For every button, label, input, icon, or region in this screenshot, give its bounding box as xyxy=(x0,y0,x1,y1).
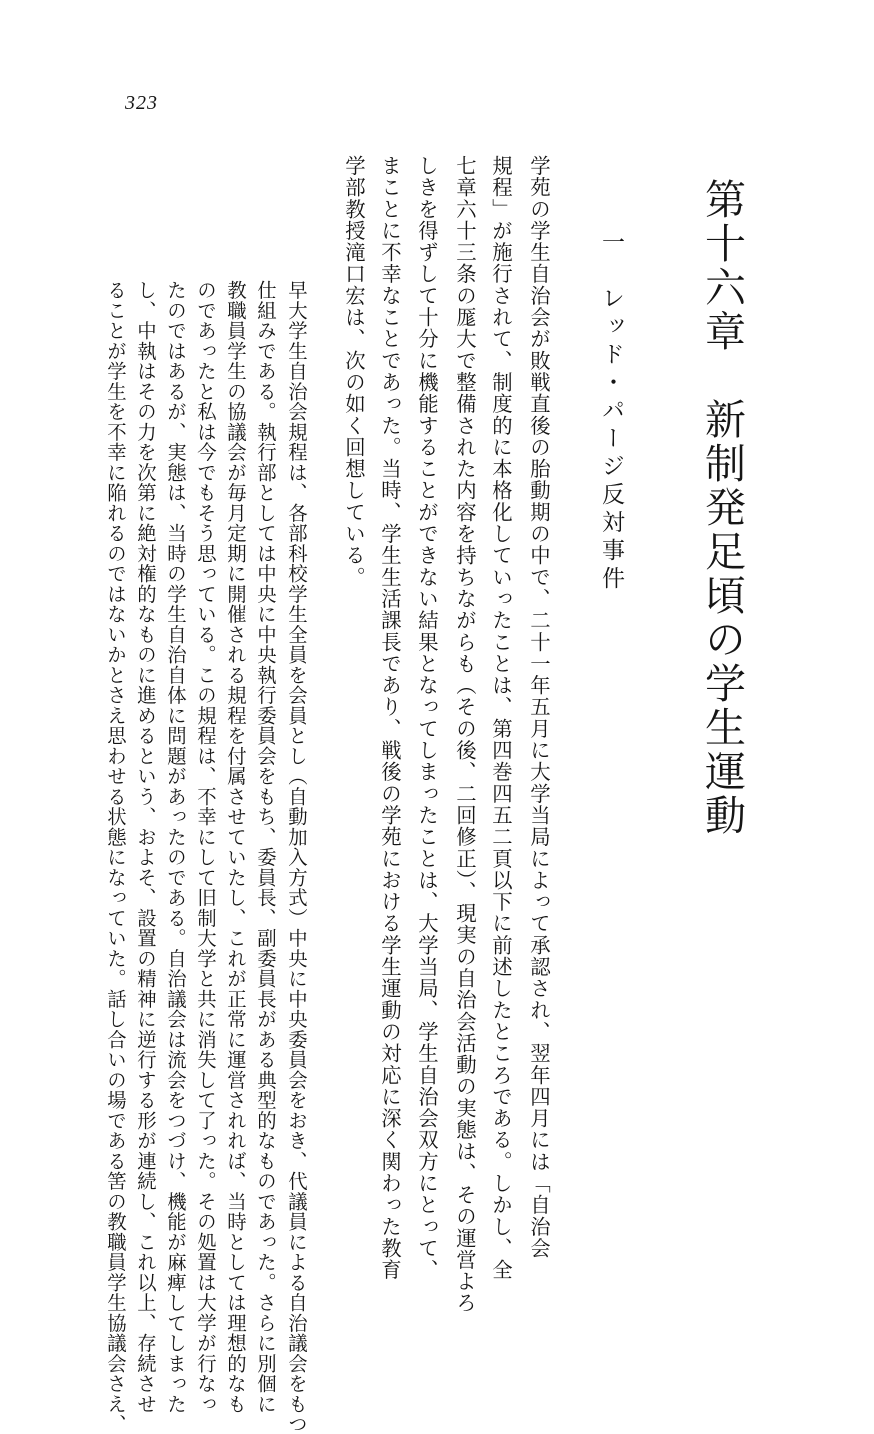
quote-line: 仕組みである。執行部としては中央に中央執行委員会をもち、委員長、副委員長がある典型的なものであった。さらに別個に xyxy=(254,280,277,1414)
quote-line: 教職員学生の協議会が毎月定期に開催される規程を付属させていたし、これが正常に運営されれば、当時としては理想的なも xyxy=(224,280,247,1414)
quote-line: ることが学生を不幸に陥れるのではないかとさえ思わせる状態になっていた。話し合いの場である筈の教職員学生協議会さえ、 xyxy=(104,280,127,1434)
quote-line: 早大学生自治会規程は、各部科校学生全員を会員とし（自動加入方式）中央に中央委員会をおき、代議員による自治議会をもつ xyxy=(285,280,308,1434)
text-line: しきを得ずして十分に機能することができない結果となってしまったことは、大学当局、学生自治会双方にとって、 xyxy=(415,155,439,1281)
text-line: 学苑の学生自治会が敗戦直後の胎動期の中で、二十一年五月に大学当局によって承認され、翌年四月には「自治会 xyxy=(527,155,551,1260)
section-heading: 一 レッド・パージ反対事件 xyxy=(598,230,624,594)
text-line: まことに不幸なことであった。当時、学生生活課長であり、戦後の学苑における学生運動の対応に深く関わった教育 xyxy=(378,155,402,1281)
chapter-title: 第十六章 新制発足頃の学生運動 xyxy=(698,178,746,838)
text-line: 規程」が施行されて、制度的に本格化していったことは、第四巻四五二頁以下に前述したところである。しかし、全 xyxy=(489,155,513,1281)
quote-line: し、中執はその力を次第に絶対権的なものに進めるという、およそ、設置の精神に逆行する形が連続し、これ以上、存続させ xyxy=(134,280,157,1414)
text-line: 学部教授滝口宏は、次の如く回想している。 xyxy=(342,155,366,588)
quote-line: たのではあるが、実態は、当時の学生自治自体に問題があったのである。自治議会は流会をつづけ、機能が麻痺してしまった xyxy=(164,280,187,1414)
quote-line: のであったと私は今でもそう思っている。この規程は、不幸にして旧制大学と共に消失して了った。その処置は大学が行なっ xyxy=(194,280,217,1414)
text-line: 七章六十三条の厖大で整備された内容を持ちながらも（その後、二回修正）、現実の自治会活動の実態は、その運営よろ xyxy=(453,155,477,1314)
page-number: 323 xyxy=(125,92,158,114)
